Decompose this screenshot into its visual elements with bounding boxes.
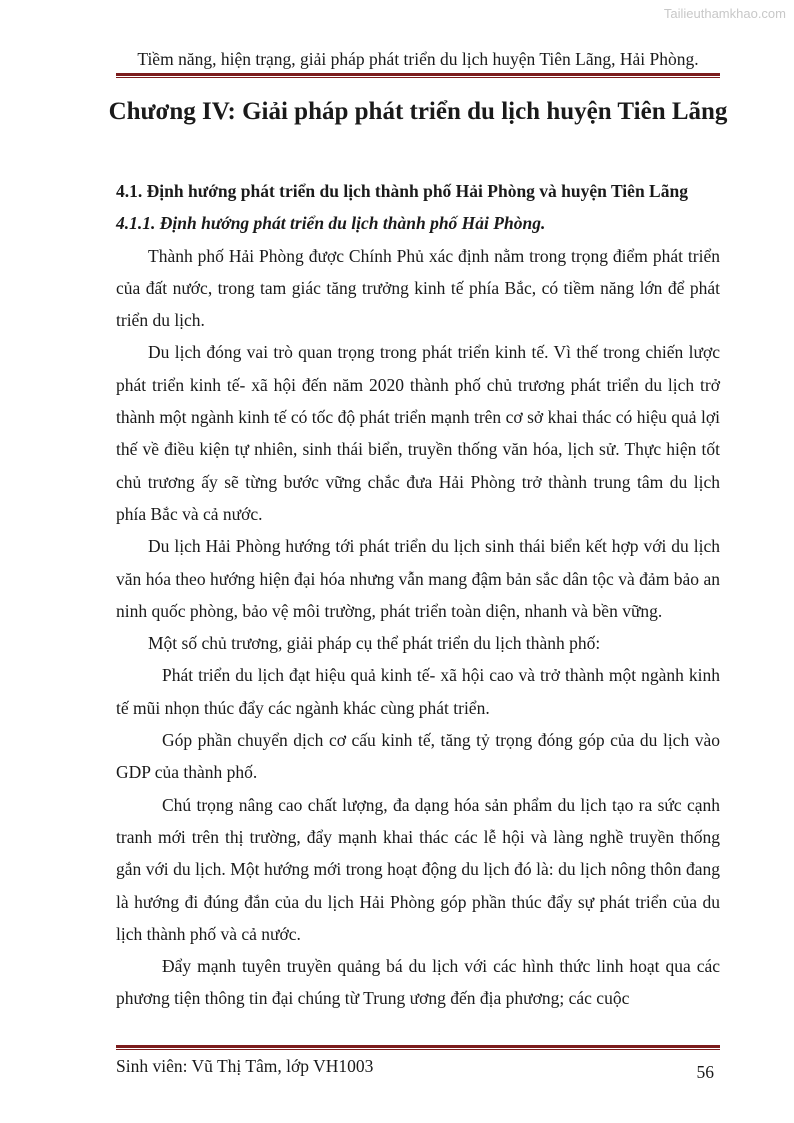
watermark: Tailieuthamkhao.com	[663, 6, 786, 21]
paragraph: Thành phố Hải Phòng được Chính Phủ xác định nằm trong trọng điểm phát triển của đất nước, trong tam giác tăng trưởng kinh tế phía Bắc, có tiềm năng lớn để phát triển du lịch.	[116, 245, 720, 331]
chapter-title: Chương IV: Giải pháp phát triển du lịch huyện Tiên Lãng	[108, 98, 728, 125]
subsection-heading: 4.1.1. Định hướng phát triển du lịch thành phố Hải Phòng.	[116, 213, 546, 234]
footer-divider	[116, 1045, 720, 1050]
measure-item: Chú trọng nâng cao chất lượng, đa dạng hóa sản phẩm du lịch tạo ra sức cạnh tranh mới trên thị trường, đẩy mạnh khai thác các lễ hội và làng nghề truyền thống gắn với du lịch. Một hướng mới trong hoạt động du lịch đó là: du lịch nông thôn đang là hướng đi đúng đắn của du lịch Hải Phòng góp phần thúc đẩy sự phát triển của du lịch thành phố và cả nước.	[116, 794, 720, 944]
measure-item: Góp phần chuyển dịch cơ cấu kinh tế, tăng tỷ trọng đóng góp của du lịch vào GDP của thành phố.	[116, 730, 720, 783]
measure-item: Đẩy mạnh tuyên truyền quảng bá du lịch với các hình thức linh hoạt qua các phương tiện thông tin đại chúng từ Trung ương đến địa phương; các cuộc	[116, 956, 720, 1009]
section-heading: 4.1. Định hướng phát triển du lịch thành phố Hải Phòng và huyện Tiên Lãng	[116, 181, 688, 201]
measure-item: Phát triển du lịch đạt hiệu quả kinh tế- xã hội cao và trở thành một ngành kinh tế mũi nhọn thúc đẩy các ngành khác cùng phát triển.	[116, 665, 720, 718]
footer-author: Sinh viên: Vũ Thị Tâm, lớp VH1003	[116, 1056, 374, 1076]
running-header: Tiềm năng, hiện trạng, giải pháp phát triển du lịch huyện Tiên Lãng, Hải Phòng.	[137, 49, 699, 69]
paragraph: Một số chủ trương, giải pháp cụ thể phát triển du lịch thành phố:	[148, 633, 601, 654]
header-divider	[116, 73, 720, 78]
paragraph: Du lịch Hải Phòng hướng tới phát triển du lịch sinh thái biển kết hợp với du lịch văn hóa theo hướng hiện đại hóa nhưng vẫn mang đậm bản sắc dân tộc và đảm bảo an ninh quốc phòng, bảo vệ môi trường, phát triển toàn diện, nhanh và bền vững.	[116, 536, 720, 621]
paragraph: Du lịch đóng vai trò quan trọng trong phát triển kinh tế. Vì thế trong chiến lược phát triển kinh tế- xã hội đến năm 2020 thành phố chủ trương phát triển du lịch trở thành một ngành kinh tế có tốc độ phát triển mạnh trên cơ sở khai thác có hiệu quả lợi thế về điều kiện tự nhiên, sinh thái biển, truyền thống văn hóa, lịch sử. Thực hiện tốt chủ trương ấy sẽ từng bước vững chắc đưa Hải Phòng trở thành trung tâm du lịch phía Bắc và cả nước.	[116, 342, 720, 524]
page-number: 56	[696, 1062, 714, 1082]
document-body	[116, 175, 720, 1015]
